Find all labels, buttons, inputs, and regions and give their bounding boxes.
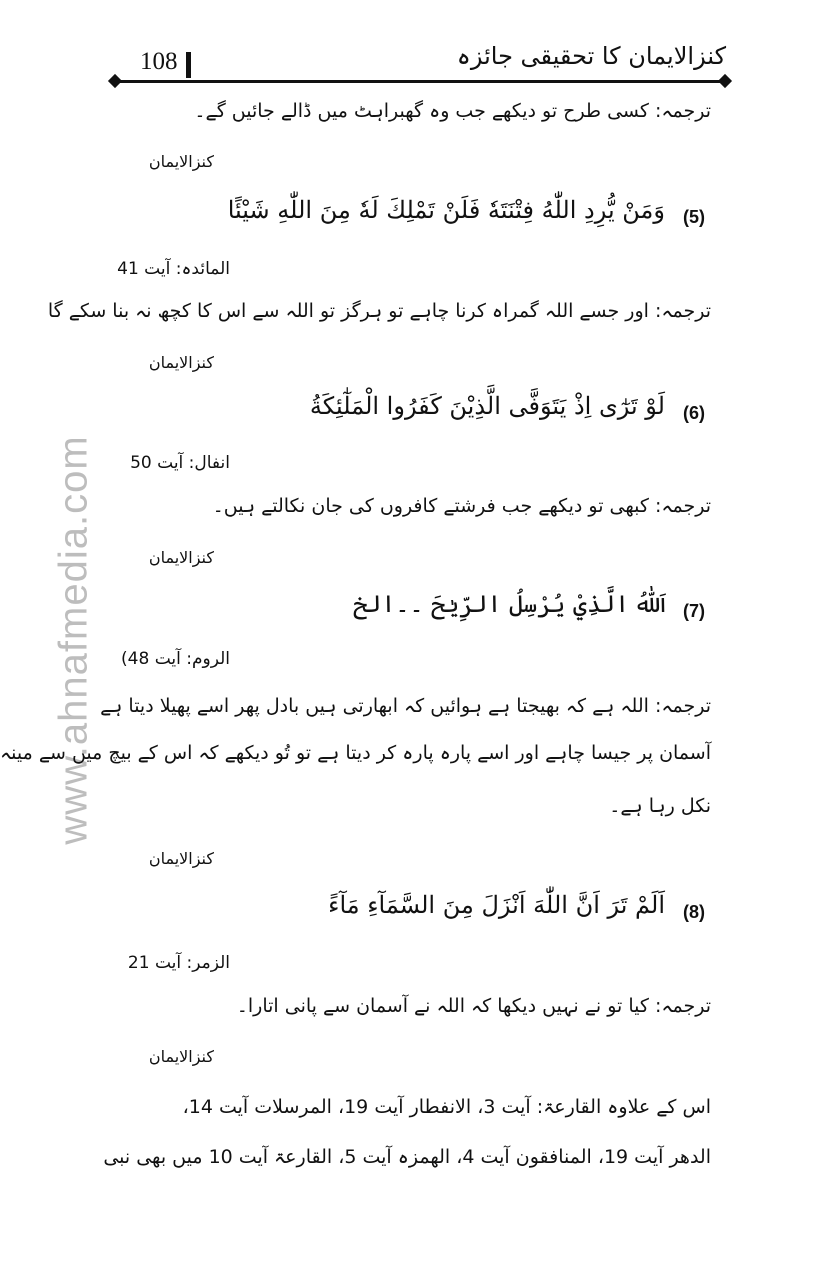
translation-7-line-2: آسمان پر جیسا چاہے اور اسے پارہ پارہ کر دیتا ہے تو تُو دیکھے کہ اس کے بیچ میں سے مینہ <box>0 742 711 764</box>
reference-6: انفال: آیت 50 <box>130 453 230 473</box>
source-label-4: کنزالایمان <box>148 152 214 171</box>
verse-7: اَللّٰهُ الَّذِيْ يُرْسِلُ الرِّيٰحَ ۔۔الخ <box>353 590 665 618</box>
reference-7: الروم: آیت 48) <box>121 649 230 669</box>
paragraph-line-2: الدھر آیت 19، المنافقون آیت 4، الھمزہ آیت 5، القارعۃ آیت 10 میں بھی نبی <box>103 1146 711 1168</box>
verse-number-7: (7) <box>683 601 705 621</box>
reference-5: المائدہ: آیت 41 <box>117 259 230 279</box>
paragraph-line-1: اس کے علاوہ القارعۃ: آیت 3، الانفطار آیت 19، المرسلات آیت 14، <box>182 1096 711 1118</box>
watermark: www.ahnafmedia.com <box>51 435 96 845</box>
translation-6: ترجمہ: کبھی تو دیکھے جب فرشتے کافروں کی جان نکالتے ہیں۔ <box>212 495 711 517</box>
source-label-8: کنزالایمان <box>148 1047 214 1066</box>
verse-8: اَلَمْ تَرَ اَنَّ اللّٰهَ اَنْزَلَ مِنَ السَّمَآءِ مَآءً <box>328 891 665 919</box>
page-number: 108 <box>140 48 178 75</box>
page-number-bar <box>186 52 191 78</box>
verse-6: لَوْ تَرٰٓى اِذْ يَتَوَفَّى الَّذِيْنَ كَفَرُوا الْمَلٰٓئِكَةُ <box>309 392 665 420</box>
verse-5: وَمَنْ يُّرِدِ اللّٰهُ فِتْنَتَهٗ فَلَنْ تَمْلِكَ لَهٗ مِنَ اللّٰهِ شَيْئًا <box>227 196 665 224</box>
source-label-7: کنزالایمان <box>148 849 214 868</box>
rule-end-right <box>718 74 732 88</box>
verse-number-8: (8) <box>683 902 705 922</box>
source-label-6: کنزالایمان <box>148 548 214 567</box>
rule-end-left <box>108 74 122 88</box>
translation-7-line-3: نکل رہا ہے۔ <box>609 795 711 817</box>
translation-7-line-1: ترجمہ: اللہ ہے کہ بھیجتا ہے ہوائیں کہ ابھارتی ہیں بادل پھر اسے پھیلا دیتا ہے <box>100 695 711 717</box>
verse-number-5: (5) <box>683 207 705 227</box>
header-rule <box>114 80 726 83</box>
translation-4: ترجمہ: کسی طرح تو دیکھے جب وہ گھبراہٹ میں ڈالے جائیں گے۔ <box>194 100 711 122</box>
translation-8: ترجمہ: کیا تو نے نہیں دیکھا کہ اللہ نے آسمان سے پانی اتارا۔ <box>236 995 711 1017</box>
verse-number-6: (6) <box>683 403 705 423</box>
reference-8: الزمر: آیت 21 <box>127 953 230 973</box>
page-header <box>114 40 726 90</box>
running-title: کنزالایمان کا تحقیقی جائزہ <box>456 42 726 70</box>
translation-5: ترجمہ: اور جسے اللہ گمراہ کرنا چاہے تو ہرگز تو اللہ سے اس کا کچھ نہ بنا سکے گا <box>47 300 711 322</box>
source-label-5: کنزالایمان <box>148 353 214 372</box>
